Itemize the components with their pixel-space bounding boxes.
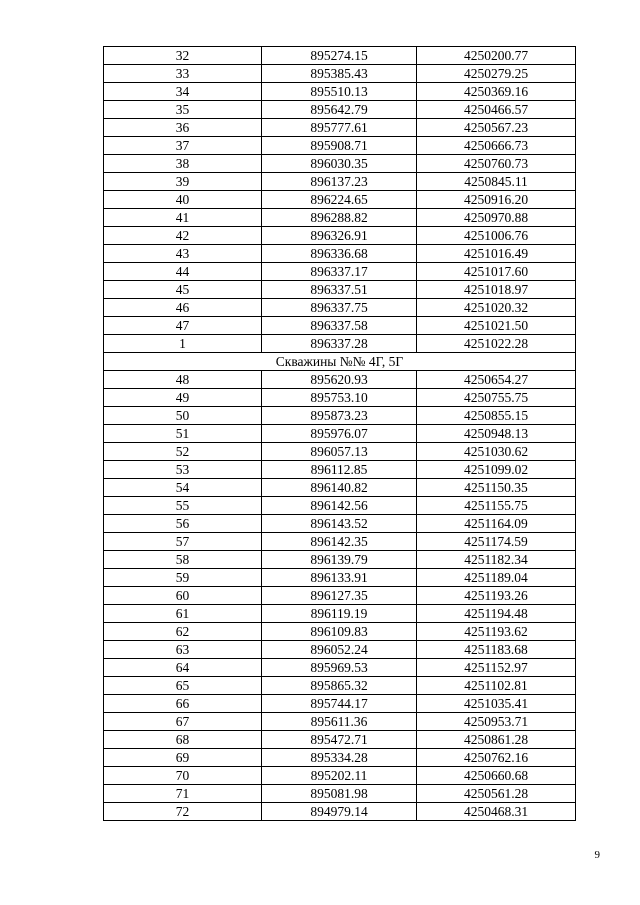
table-row <box>104 659 576 677</box>
point-number-cell: 47 <box>104 317 262 335</box>
table-row <box>104 803 576 821</box>
x-coordinate-cell: 896119.19 <box>262 605 417 623</box>
point-number-cell: 38 <box>104 155 262 173</box>
x-coordinate-cell: 896336.68 <box>262 245 417 263</box>
x-coordinate-cell: 895274.15 <box>262 47 417 65</box>
y-coordinate-cell: 4251183.68 <box>417 641 576 659</box>
table-row <box>104 173 576 191</box>
point-number-cell: 69 <box>104 749 262 767</box>
point-number-cell: 1 <box>104 335 262 353</box>
coordinates-table-body <box>104 47 576 821</box>
y-coordinate-cell: 4251182.34 <box>417 551 576 569</box>
table-row <box>104 65 576 83</box>
y-coordinate-cell: 4250970.88 <box>417 209 576 227</box>
y-coordinate-cell: 4250760.73 <box>417 155 576 173</box>
table-row <box>104 479 576 497</box>
table-row <box>104 119 576 137</box>
point-number-cell: 46 <box>104 299 262 317</box>
y-coordinate-cell: 4251018.97 <box>417 281 576 299</box>
table-row <box>104 245 576 263</box>
x-coordinate-cell: 896326.91 <box>262 227 417 245</box>
x-coordinate-cell: 895865.32 <box>262 677 417 695</box>
point-number-cell: 60 <box>104 587 262 605</box>
x-coordinate-cell: 895620.93 <box>262 371 417 389</box>
y-coordinate-cell: 4251020.32 <box>417 299 576 317</box>
x-coordinate-cell: 896133.91 <box>262 569 417 587</box>
point-number-cell: 35 <box>104 101 262 119</box>
x-coordinate-cell: 895753.10 <box>262 389 417 407</box>
y-coordinate-cell: 4250561.28 <box>417 785 576 803</box>
table-row <box>104 623 576 641</box>
table-row <box>104 137 576 155</box>
table-row <box>104 281 576 299</box>
x-coordinate-cell: 896288.82 <box>262 209 417 227</box>
y-coordinate-cell: 4250369.16 <box>417 83 576 101</box>
x-coordinate-cell: 895777.61 <box>262 119 417 137</box>
y-coordinate-cell: 4250762.16 <box>417 749 576 767</box>
y-coordinate-cell: 4250567.23 <box>417 119 576 137</box>
point-number-cell: 37 <box>104 137 262 155</box>
x-coordinate-cell: 896112.85 <box>262 461 417 479</box>
x-coordinate-cell: 896140.82 <box>262 479 417 497</box>
table-row <box>104 731 576 749</box>
y-coordinate-cell: 4250916.20 <box>417 191 576 209</box>
y-coordinate-cell: 4251174.59 <box>417 533 576 551</box>
table-row <box>104 47 576 65</box>
point-number-cell: 42 <box>104 227 262 245</box>
point-number-cell: 40 <box>104 191 262 209</box>
table-row <box>104 695 576 713</box>
table-row <box>104 569 576 587</box>
x-coordinate-cell: 896057.13 <box>262 443 417 461</box>
point-number-cell: 39 <box>104 173 262 191</box>
x-coordinate-cell: 896139.79 <box>262 551 417 569</box>
point-number-cell: 43 <box>104 245 262 263</box>
y-coordinate-cell: 4250200.77 <box>417 47 576 65</box>
y-coordinate-cell: 4251021.50 <box>417 317 576 335</box>
x-coordinate-cell: 895611.36 <box>262 713 417 731</box>
section-header-row <box>104 353 576 371</box>
table-row <box>104 551 576 569</box>
point-number-cell: 59 <box>104 569 262 587</box>
y-coordinate-cell: 4251022.28 <box>417 335 576 353</box>
x-coordinate-cell: 896337.75 <box>262 299 417 317</box>
point-number-cell: 67 <box>104 713 262 731</box>
point-number-cell: 55 <box>104 497 262 515</box>
point-number-cell: 58 <box>104 551 262 569</box>
y-coordinate-cell: 4250660.68 <box>417 767 576 785</box>
x-coordinate-cell: 895873.23 <box>262 407 417 425</box>
x-coordinate-cell: 896052.24 <box>262 641 417 659</box>
point-number-cell: 32 <box>104 47 262 65</box>
x-coordinate-cell: 896127.35 <box>262 587 417 605</box>
y-coordinate-cell: 4251193.62 <box>417 623 576 641</box>
point-number-cell: 41 <box>104 209 262 227</box>
y-coordinate-cell: 4251155.75 <box>417 497 576 515</box>
x-coordinate-cell: 896030.35 <box>262 155 417 173</box>
point-number-cell: 34 <box>104 83 262 101</box>
table-row <box>104 209 576 227</box>
x-coordinate-cell: 896142.56 <box>262 497 417 515</box>
table-row <box>104 677 576 695</box>
table-row <box>104 407 576 425</box>
point-number-cell: 51 <box>104 425 262 443</box>
x-coordinate-cell: 895969.53 <box>262 659 417 677</box>
y-coordinate-cell: 4251006.76 <box>417 227 576 245</box>
point-number-cell: 61 <box>104 605 262 623</box>
table-row <box>104 155 576 173</box>
x-coordinate-cell: 895976.07 <box>262 425 417 443</box>
point-number-cell: 63 <box>104 641 262 659</box>
point-number-cell: 65 <box>104 677 262 695</box>
y-coordinate-cell: 4250855.15 <box>417 407 576 425</box>
x-coordinate-cell: 895510.13 <box>262 83 417 101</box>
x-coordinate-cell: 896109.83 <box>262 623 417 641</box>
y-coordinate-cell: 4251194.48 <box>417 605 576 623</box>
table-row <box>104 263 576 281</box>
table-row <box>104 533 576 551</box>
point-number-cell: 33 <box>104 65 262 83</box>
y-coordinate-cell: 4250861.28 <box>417 731 576 749</box>
y-coordinate-cell: 4251164.09 <box>417 515 576 533</box>
y-coordinate-cell: 4250654.27 <box>417 371 576 389</box>
y-coordinate-cell: 4250466.57 <box>417 101 576 119</box>
table-row <box>104 785 576 803</box>
x-coordinate-cell: 896337.58 <box>262 317 417 335</box>
point-number-cell: 45 <box>104 281 262 299</box>
point-number-cell: 68 <box>104 731 262 749</box>
x-coordinate-cell: 895744.17 <box>262 695 417 713</box>
point-number-cell: 53 <box>104 461 262 479</box>
point-number-cell: 49 <box>104 389 262 407</box>
point-number-cell: 64 <box>104 659 262 677</box>
x-coordinate-cell: 896142.35 <box>262 533 417 551</box>
x-coordinate-cell: 896224.65 <box>262 191 417 209</box>
point-number-cell: 56 <box>104 515 262 533</box>
point-number-cell: 57 <box>104 533 262 551</box>
table-row <box>104 587 576 605</box>
table-row <box>104 749 576 767</box>
x-coordinate-cell: 895385.43 <box>262 65 417 83</box>
table-row <box>104 101 576 119</box>
table-row <box>104 641 576 659</box>
table-row <box>104 335 576 353</box>
table-row <box>104 713 576 731</box>
section-title: Скважины №№ 4Г, 5Г <box>104 353 576 371</box>
table-row <box>104 227 576 245</box>
table-row <box>104 443 576 461</box>
y-coordinate-cell: 4251016.49 <box>417 245 576 263</box>
x-coordinate-cell: 895472.71 <box>262 731 417 749</box>
point-number-cell: 48 <box>104 371 262 389</box>
y-coordinate-cell: 4251035.41 <box>417 695 576 713</box>
x-coordinate-cell: 896337.51 <box>262 281 417 299</box>
x-coordinate-cell: 896337.17 <box>262 263 417 281</box>
y-coordinate-cell: 4251030.62 <box>417 443 576 461</box>
table-row <box>104 767 576 785</box>
x-coordinate-cell: 895202.11 <box>262 767 417 785</box>
point-number-cell: 36 <box>104 119 262 137</box>
point-number-cell: 70 <box>104 767 262 785</box>
table-row <box>104 83 576 101</box>
y-coordinate-cell: 4250948.13 <box>417 425 576 443</box>
y-coordinate-cell: 4250755.75 <box>417 389 576 407</box>
x-coordinate-cell: 895081.98 <box>262 785 417 803</box>
x-coordinate-cell: 895334.28 <box>262 749 417 767</box>
table-row <box>104 461 576 479</box>
y-coordinate-cell: 4251099.02 <box>417 461 576 479</box>
y-coordinate-cell: 4251193.26 <box>417 587 576 605</box>
y-coordinate-cell: 4251017.60 <box>417 263 576 281</box>
y-coordinate-cell: 4250468.31 <box>417 803 576 821</box>
table-row <box>104 515 576 533</box>
point-number-cell: 54 <box>104 479 262 497</box>
y-coordinate-cell: 4251150.35 <box>417 479 576 497</box>
y-coordinate-cell: 4250953.71 <box>417 713 576 731</box>
point-number-cell: 50 <box>104 407 262 425</box>
x-coordinate-cell: 895908.71 <box>262 137 417 155</box>
point-number-cell: 62 <box>104 623 262 641</box>
x-coordinate-cell: 896143.52 <box>262 515 417 533</box>
page-number: 9 <box>594 849 600 861</box>
point-number-cell: 72 <box>104 803 262 821</box>
table-row <box>104 605 576 623</box>
y-coordinate-cell: 4251102.81 <box>417 677 576 695</box>
table-row <box>104 299 576 317</box>
x-coordinate-cell: 896137.23 <box>262 173 417 191</box>
y-coordinate-cell: 4251189.04 <box>417 569 576 587</box>
x-coordinate-cell: 894979.14 <box>262 803 417 821</box>
table-row <box>104 317 576 335</box>
point-number-cell: 71 <box>104 785 262 803</box>
table-row <box>104 371 576 389</box>
point-number-cell: 66 <box>104 695 262 713</box>
y-coordinate-cell: 4250845.11 <box>417 173 576 191</box>
x-coordinate-cell: 895642.79 <box>262 101 417 119</box>
table-row <box>104 389 576 407</box>
y-coordinate-cell: 4250666.73 <box>417 137 576 155</box>
x-coordinate-cell: 896337.28 <box>262 335 417 353</box>
y-coordinate-cell: 4251152.97 <box>417 659 576 677</box>
point-number-cell: 52 <box>104 443 262 461</box>
table-row <box>104 497 576 515</box>
table-row <box>104 191 576 209</box>
coordinates-table <box>103 46 576 821</box>
y-coordinate-cell: 4250279.25 <box>417 65 576 83</box>
table-row <box>104 425 576 443</box>
point-number-cell: 44 <box>104 263 262 281</box>
